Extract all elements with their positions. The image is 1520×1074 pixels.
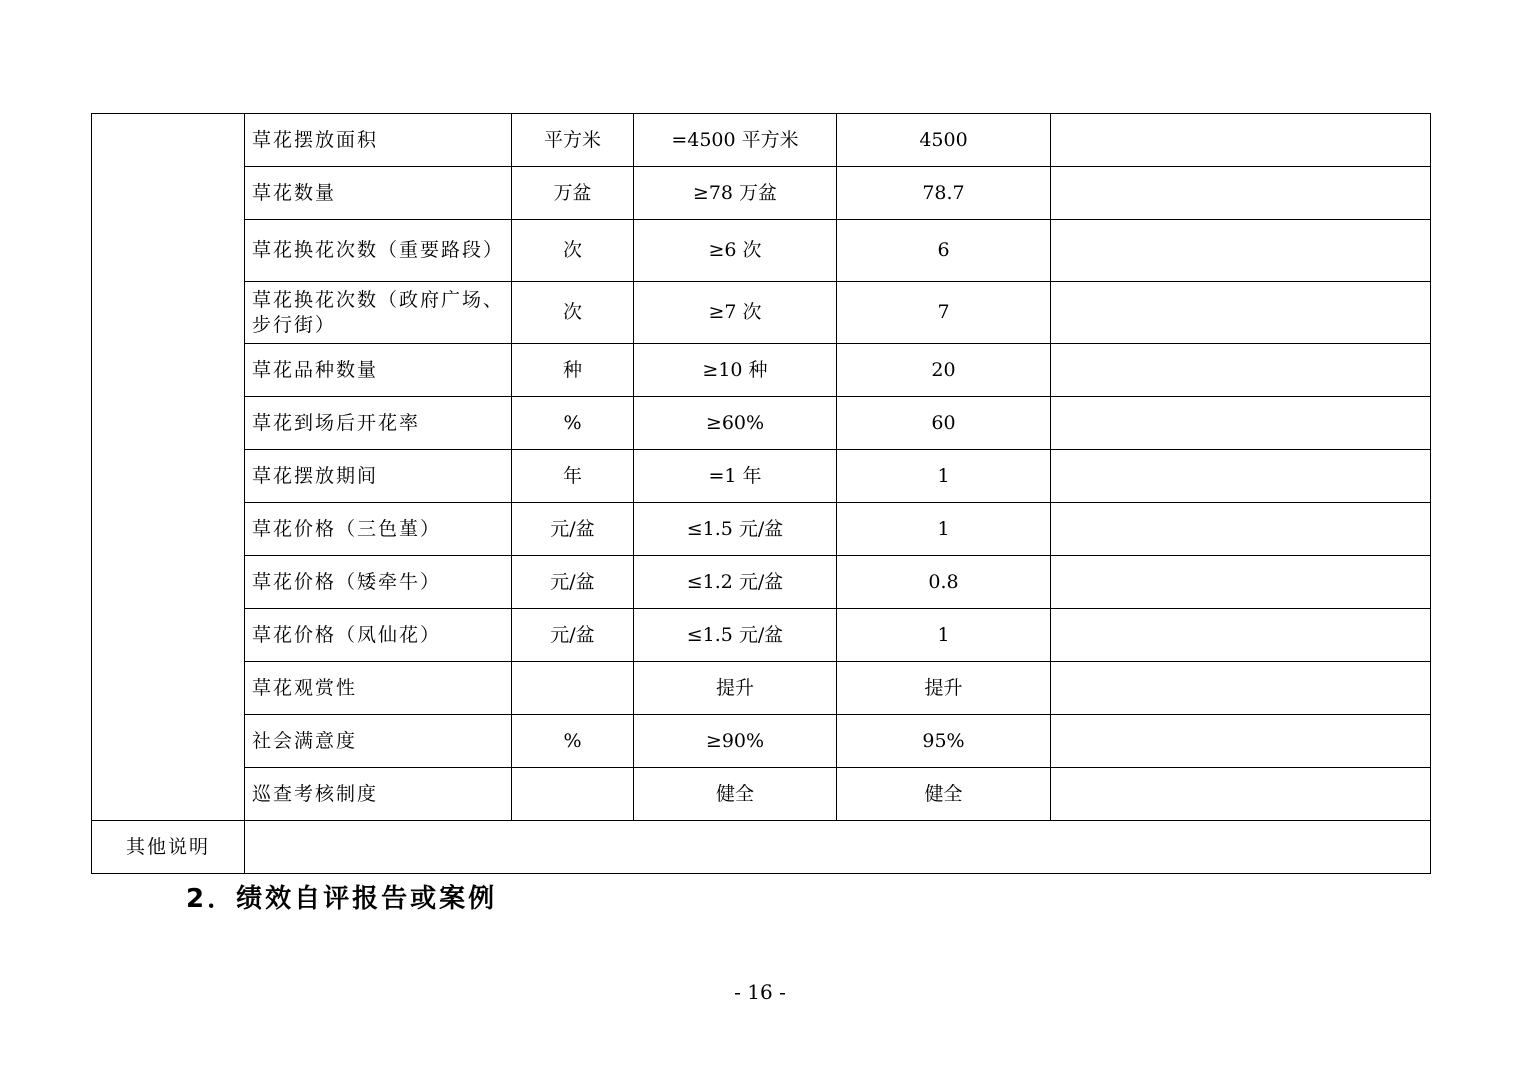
indicator-cell: 草花到场后开花率 bbox=[245, 397, 512, 450]
unit-cell bbox=[512, 768, 634, 821]
target-cell: ≥90% bbox=[634, 715, 837, 768]
remark-cell bbox=[1051, 282, 1431, 344]
table-row bbox=[92, 114, 1431, 167]
target-cell: =1 年 bbox=[634, 450, 837, 503]
target-cell: ≤1.5 元/盆 bbox=[634, 503, 837, 556]
category-cell bbox=[92, 114, 245, 821]
table-row bbox=[92, 344, 1431, 397]
remark-cell bbox=[1051, 344, 1431, 397]
remark-cell bbox=[1051, 715, 1431, 768]
indicator-cell: 草花价格（矮牵牛） bbox=[245, 556, 512, 609]
unit-cell: 元/盆 bbox=[512, 609, 634, 662]
unit-cell: 次 bbox=[512, 220, 634, 282]
indicator-cell: 草花价格（三色堇） bbox=[245, 503, 512, 556]
unit-cell: % bbox=[512, 397, 634, 450]
indicator-cell: 草花品种数量 bbox=[245, 344, 512, 397]
unit-cell: 年 bbox=[512, 450, 634, 503]
actual-cell: 0.8 bbox=[837, 556, 1051, 609]
table-row bbox=[92, 556, 1431, 609]
actual-cell: 95% bbox=[837, 715, 1051, 768]
remark-cell bbox=[1051, 662, 1431, 715]
actual-cell: 健全 bbox=[837, 768, 1051, 821]
indicator-cell: 草花摆放期间 bbox=[245, 450, 512, 503]
remark-cell bbox=[1051, 114, 1431, 167]
target-cell: ≥10 种 bbox=[634, 344, 837, 397]
indicator-cell: 社会满意度 bbox=[245, 715, 512, 768]
remark-cell bbox=[1051, 609, 1431, 662]
actual-cell: 60 bbox=[837, 397, 1051, 450]
actual-cell: 4500 bbox=[837, 114, 1051, 167]
table-row bbox=[92, 715, 1431, 768]
unit-cell: 元/盆 bbox=[512, 503, 634, 556]
table-row bbox=[92, 768, 1431, 821]
page-number: - 16 - bbox=[734, 980, 786, 1004]
target-cell: ≥6 次 bbox=[634, 220, 837, 282]
target-cell: 提升 bbox=[634, 662, 837, 715]
other-notes-value bbox=[245, 821, 1431, 874]
table-row bbox=[92, 450, 1431, 503]
table-row bbox=[92, 503, 1431, 556]
actual-cell: 提升 bbox=[837, 662, 1051, 715]
remark-cell bbox=[1051, 167, 1431, 220]
unit-cell: 平方米 bbox=[512, 114, 634, 167]
remark-cell bbox=[1051, 220, 1431, 282]
indicator-cell: 巡查考核制度 bbox=[245, 768, 512, 821]
target-cell: ≤1.5 元/盆 bbox=[634, 609, 837, 662]
table-row bbox=[92, 220, 1431, 282]
table-row bbox=[92, 609, 1431, 662]
unit-cell: 元/盆 bbox=[512, 556, 634, 609]
other-notes-label: 其他说明 bbox=[92, 821, 245, 874]
remark-cell bbox=[1051, 450, 1431, 503]
actual-cell: 20 bbox=[837, 344, 1051, 397]
actual-cell: 1 bbox=[837, 450, 1051, 503]
indicator-cell: 草花换花次数（重要路段） bbox=[245, 220, 512, 282]
performance-table bbox=[91, 113, 1431, 874]
table-row bbox=[92, 167, 1431, 220]
unit-cell bbox=[512, 662, 634, 715]
target-cell: 健全 bbox=[634, 768, 837, 821]
target-cell: ≥7 次 bbox=[634, 282, 837, 344]
actual-cell: 78.7 bbox=[837, 167, 1051, 220]
remark-cell bbox=[1051, 768, 1431, 821]
other-notes-row bbox=[92, 821, 1431, 874]
remark-cell bbox=[1051, 397, 1431, 450]
unit-cell: 次 bbox=[512, 282, 634, 344]
actual-cell: 6 bbox=[837, 220, 1051, 282]
unit-cell: 万盆 bbox=[512, 167, 634, 220]
target-cell: ≤1.2 元/盆 bbox=[634, 556, 837, 609]
indicator-cell: 草花摆放面积 bbox=[245, 114, 512, 167]
target-cell: ≥78 万盆 bbox=[634, 167, 837, 220]
table-row bbox=[92, 662, 1431, 715]
unit-cell: % bbox=[512, 715, 634, 768]
actual-cell: 1 bbox=[837, 609, 1051, 662]
target-cell: =4500 平方米 bbox=[634, 114, 837, 167]
unit-cell: 种 bbox=[512, 344, 634, 397]
actual-cell: 7 bbox=[837, 282, 1051, 344]
remark-cell bbox=[1051, 503, 1431, 556]
target-cell: ≥60% bbox=[634, 397, 837, 450]
indicator-cell: 草花数量 bbox=[245, 167, 512, 220]
table-row bbox=[92, 282, 1431, 344]
indicator-cell: 草花价格（凤仙花） bbox=[245, 609, 512, 662]
actual-cell: 1 bbox=[837, 503, 1051, 556]
table-row bbox=[92, 397, 1431, 450]
indicator-cell: 草花换花次数（政府广场、步行街） bbox=[245, 282, 512, 344]
remark-cell bbox=[1051, 556, 1431, 609]
section-heading: 2．绩效自评报告或案例 bbox=[186, 884, 498, 914]
indicator-cell: 草花观赏性 bbox=[245, 662, 512, 715]
